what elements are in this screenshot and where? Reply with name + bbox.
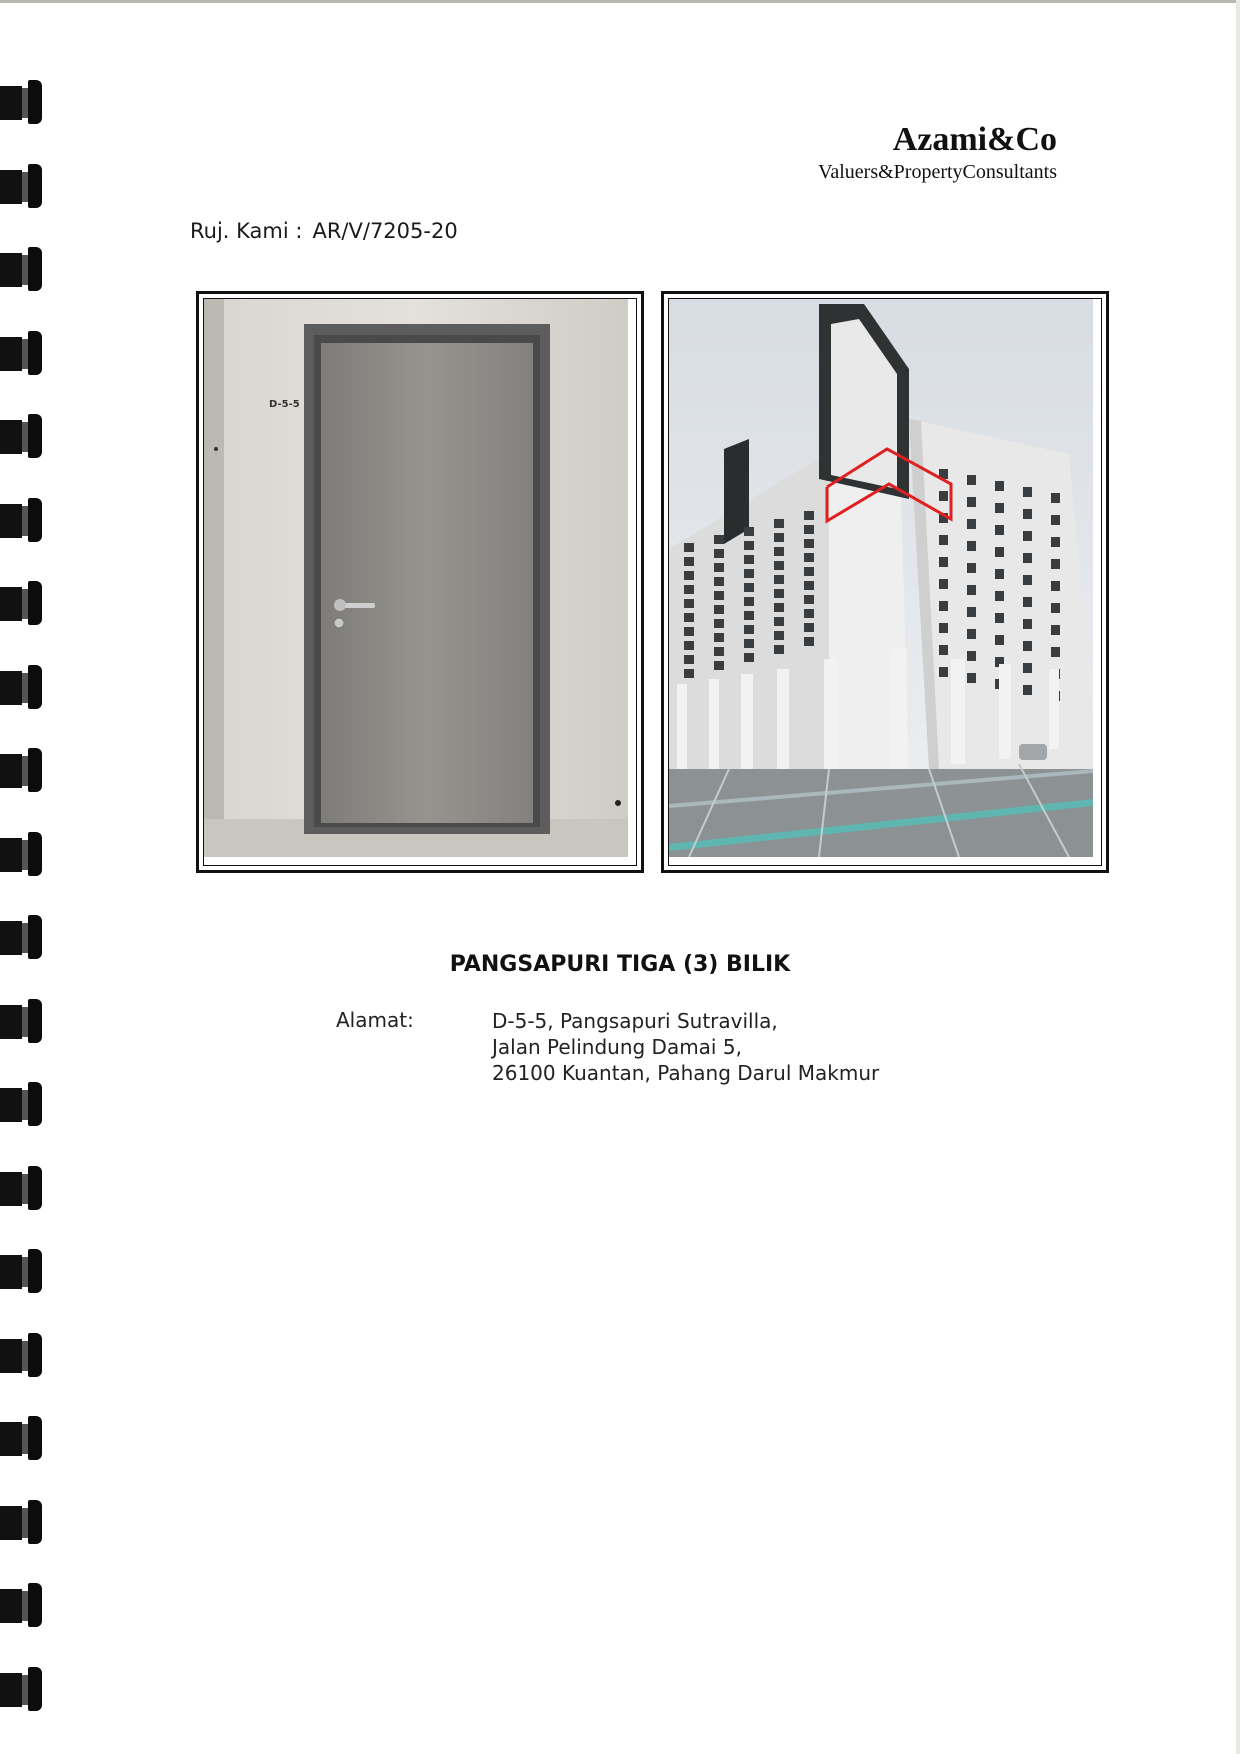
photo-unit-door bbox=[196, 291, 644, 873]
binding-ring bbox=[0, 414, 44, 458]
address-line: Jalan Pelindung Damai 5, bbox=[492, 1035, 742, 1059]
binding-ring bbox=[0, 247, 44, 291]
binding-ring bbox=[0, 748, 44, 792]
binding-ring bbox=[0, 1583, 44, 1627]
binding-ring bbox=[0, 1500, 44, 1544]
address-line: 26100 Kuantan, Pahang Darul Makmur bbox=[492, 1061, 880, 1085]
property-title: PANGSAPURI TIGA (3) BILIK bbox=[449, 952, 791, 977]
binding-ring bbox=[0, 1082, 44, 1126]
address-label: Alamat: bbox=[336, 1008, 414, 1032]
binding-ring bbox=[0, 1333, 44, 1377]
building-photo-image bbox=[669, 299, 1093, 857]
door-unit-label: D-5-5 bbox=[269, 399, 300, 410]
binding-ring bbox=[0, 999, 44, 1043]
page-right-edge bbox=[1236, 0, 1240, 1754]
binding-ring bbox=[0, 832, 44, 876]
firm-name: Azami&Co bbox=[892, 121, 1057, 158]
binding-ring bbox=[0, 331, 44, 375]
binding-ring bbox=[0, 1416, 44, 1460]
binding-ring bbox=[0, 80, 44, 124]
reference-value: AR/V/7205-20 bbox=[312, 219, 458, 243]
binding-ring bbox=[0, 1166, 44, 1210]
address-line: D-5-5, Pangsapuri Sutravilla, bbox=[492, 1009, 778, 1033]
binding-ring bbox=[0, 1667, 44, 1711]
page-top-edge bbox=[0, 0, 1240, 3]
reference-line bbox=[190, 219, 458, 243]
binding-ring bbox=[0, 581, 44, 625]
door-photo-image bbox=[204, 299, 628, 857]
binding-ring bbox=[0, 498, 44, 542]
binding-ring bbox=[0, 1249, 44, 1293]
firm-tagline: Valuers&PropertyConsultants bbox=[818, 161, 1057, 183]
binding-ring bbox=[0, 164, 44, 208]
address-block bbox=[492, 1008, 879, 1086]
photo-building-exterior bbox=[661, 291, 1109, 873]
spiral-binding bbox=[0, 0, 50, 1754]
binding-ring bbox=[0, 665, 44, 709]
firm-header bbox=[818, 120, 1057, 184]
reference-label: Ruj. Kami : bbox=[190, 219, 303, 243]
